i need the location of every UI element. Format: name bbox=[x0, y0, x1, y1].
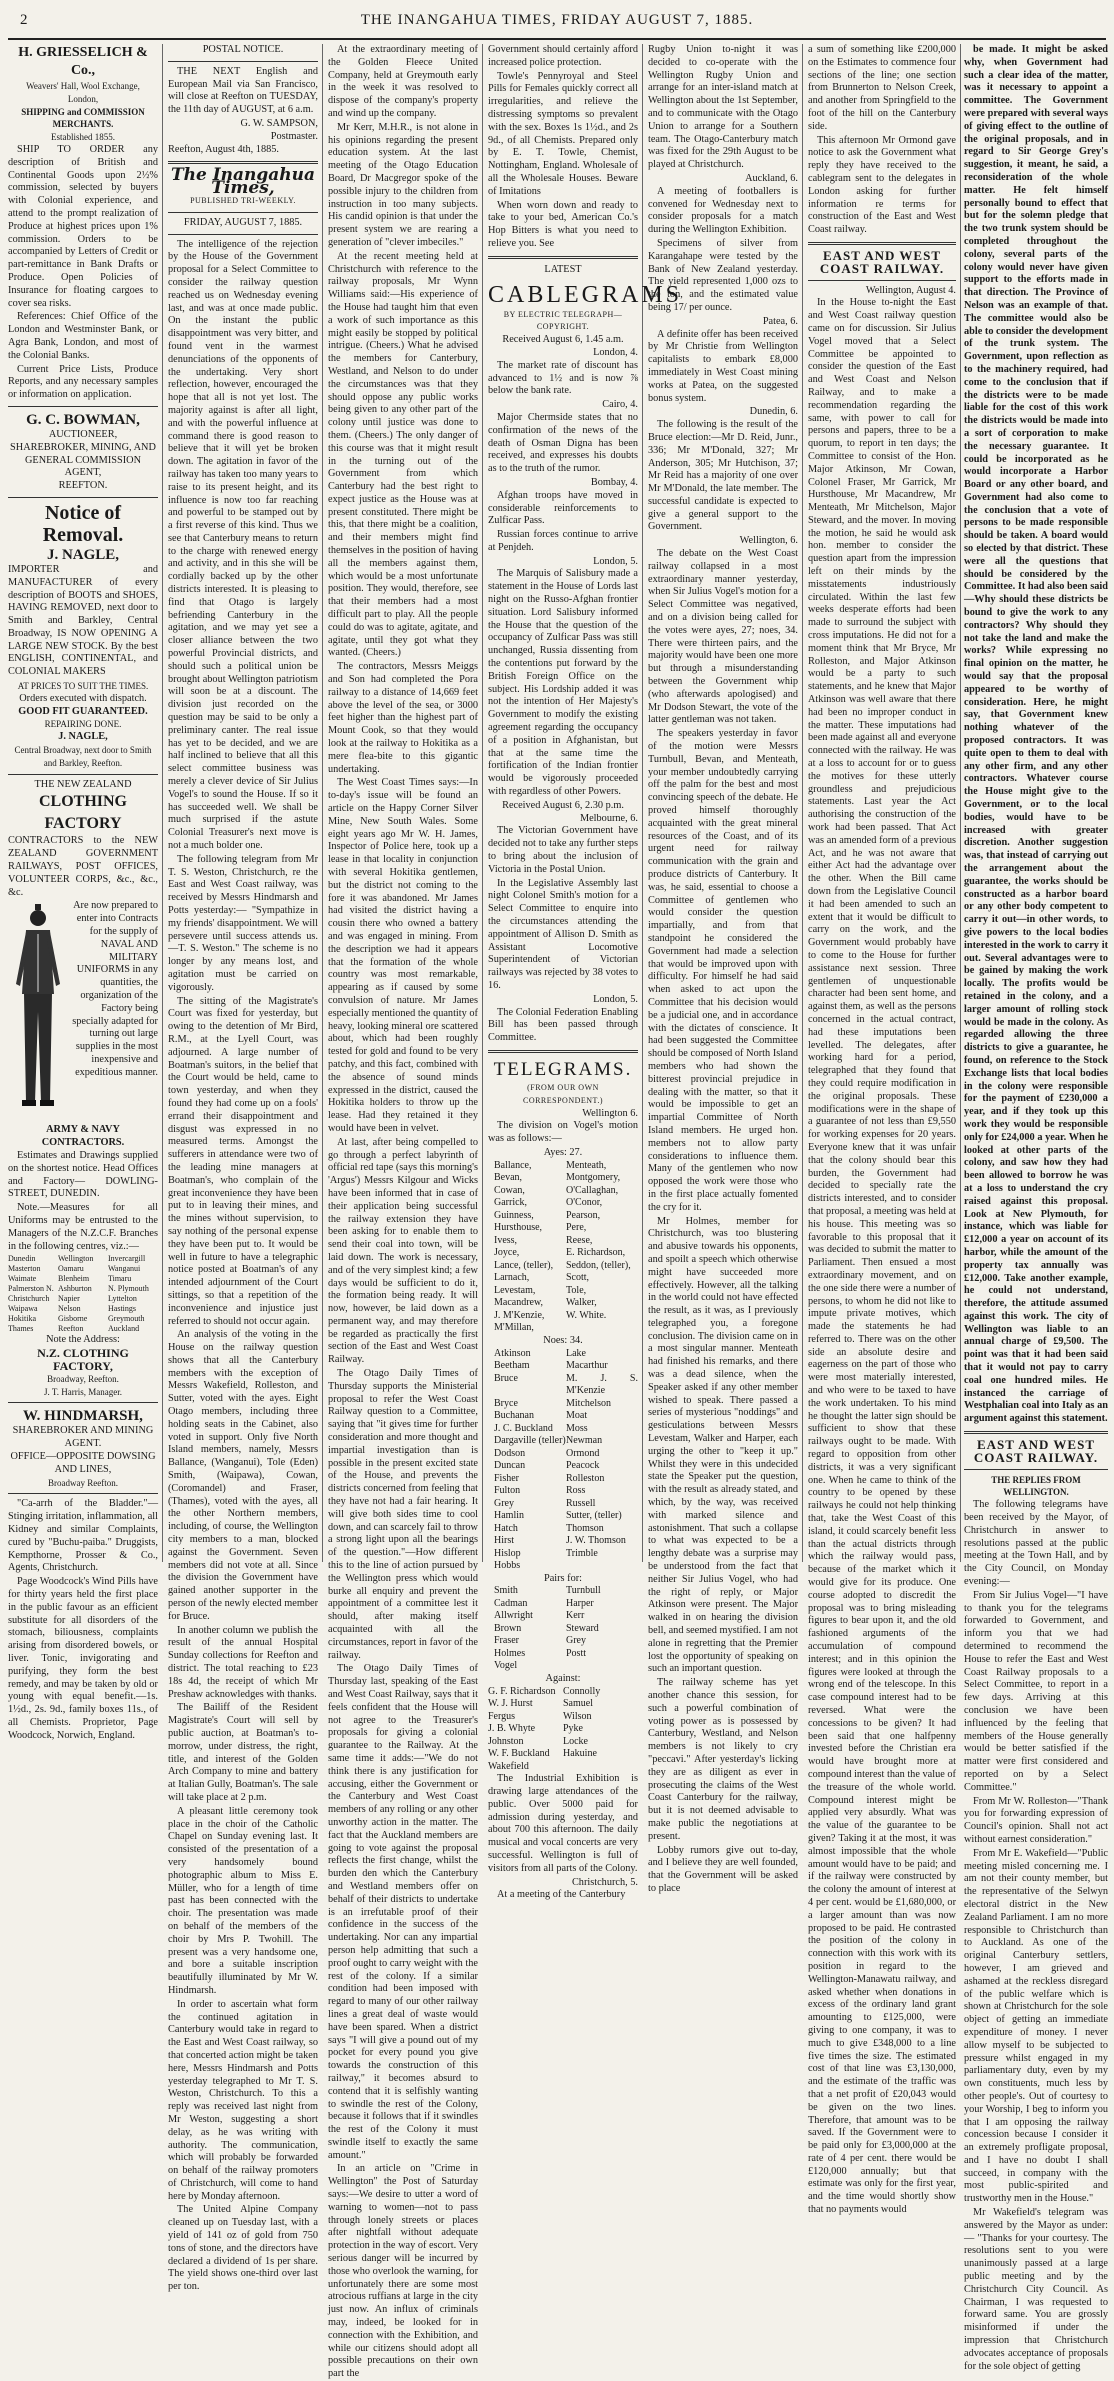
member-name: Connolly bbox=[563, 1685, 601, 1697]
noes-label: Noes: 34. bbox=[543, 1334, 583, 1346]
column-rule bbox=[482, 44, 483, 1562]
member-name: Ivess, bbox=[494, 1234, 518, 1246]
cablegrams-heading: CABLEGRAMS bbox=[488, 281, 683, 308]
column-6-railway bbox=[808, 44, 956, 2216]
own-correspondent: (FROM OUR OWN CORRESPONDENT.) bbox=[522, 1082, 604, 1105]
member-name: Seddon, (teller), bbox=[566, 1259, 631, 1271]
member-name: Garrick, bbox=[494, 1197, 528, 1209]
dateline: FRIDAY, AUGUST 7, 1885. bbox=[183, 216, 303, 228]
railway-heading: EAST AND WEST COAST RAILWAY. bbox=[819, 247, 945, 276]
column-2-leader bbox=[168, 44, 318, 2293]
cable-paragraph: The Colonial Federation Enabling Bill has been passed through Committee. bbox=[488, 1006, 638, 1044]
branch-name: Greymouth bbox=[108, 1314, 145, 1324]
member-name: J. C. Buckland bbox=[494, 1422, 553, 1434]
member-name: Rolleston bbox=[566, 1472, 605, 1484]
leader-paragraph: The Bailiff of the Resident Magistrate's Court will sell by public auction, at Boatman's to-morrow, under distress, the right, title, and interest of the Golden Arch Company to mine and battery at Italian Gully, Boatman's. The sale will take place at 2 p.m. bbox=[168, 1702, 318, 1803]
member-name: Wakefield bbox=[488, 1760, 529, 1772]
column-rule bbox=[322, 44, 323, 1562]
replies-paragraphs bbox=[964, 1499, 1108, 2373]
reply-paragraph: From Mr E. Wakefield—"Public meeting misled concerning me. I am not their county member, but the representative of the Selwyn electoral district in the New Zealand Parliament. I am no more responsible to Christchurch than to Auckland. As one of the original Canterbury settlers, however, I am grieved and ashamed at the reckless disregard of the public welfare which is shown at Christchurch for the sole object of getting an immediate expenditure of money. I never allow myself to be subjected to pressure whilst engaged in my parliamentary duty, even by my own constituents, much less by other people's. Out of courtesy to your Worship, I beg to inform you that I am opposing the railway concession because I consider it an extremely profligate proposal, and I have no doubt I shall succeed, in company with the most public-spirited and trustworthy men in the House." bbox=[964, 1847, 1108, 2205]
column-rule bbox=[642, 44, 643, 1562]
reply-paragraph: From Sir Julius Vogel—"I have to thank you for the telegrams forwarded to Government, and inform you that we had determined to recommend the House to refer the East and West Coast Railway proposals to a Select Committee, to report in a few days. Arriving at this conclusion we have been influenced by the feeling that members of the House generally would be better satisfied if the matter were first considered and reported on by a Select Committee." bbox=[964, 1589, 1108, 1793]
branch-name: N. Plymouth bbox=[108, 1284, 149, 1294]
removal-title: Notice of Removal. bbox=[42, 501, 124, 546]
railway-debate-paragraphs bbox=[808, 297, 956, 2217]
member-name: Ross bbox=[566, 1485, 586, 1497]
member-name: Hatch bbox=[494, 1522, 518, 1534]
member-name: Wilson bbox=[563, 1710, 592, 1722]
branch-name: Waipawa bbox=[8, 1304, 38, 1314]
griesselich-price-lists: Current Price Lists, Produce Reports, and any necessary samples or information on application. bbox=[8, 363, 158, 401]
member-name: Harper bbox=[566, 1597, 594, 1609]
member-name: Larnach, bbox=[494, 1272, 530, 1284]
nagle-signature: J. NAGLE, bbox=[58, 731, 108, 743]
member-name: Hirst bbox=[494, 1535, 514, 1547]
cable-paragraph: Afghan troops have moved in considerable reinforcements to Zulficar Pass. bbox=[488, 489, 638, 527]
telegram-paragraph: A meeting of footballers is convened for Wednesday next to consider proposals for a match during the Wellington Exhibition. bbox=[648, 185, 798, 236]
news-paragraph: The West Coast Times says:—In to-day's issue will be found an article on the Happy Corner Silver Mine, New South Wales. Some eight years ago Mr W. H. James, Inspector of Police here, took up a lease in that locality in conjunction with several Hokitika gentlemen, but the district not coming to the fore it was abandoned. Mr James had visited the district having a cousin there who owned a battery and was engaged in mining. From the description we had it appears that the formation of the whole country was most remarkable, appearing as if caused by some convulsion of nature. Mr James especially mentioned the quantity of heavy, looking mineral ore scattered about, which had been roughly tested for gold and found to be very patchy, and this fact, combined with the absence of sound minds expressed in the district, caused the Hokitika holders to throw up the lease. Had they retained it they would have been in velvet. bbox=[328, 777, 478, 1134]
ayes-list bbox=[488, 1160, 638, 1335]
bowman-line: GENERAL COMMISSION bbox=[24, 454, 142, 466]
telegram-paragraph: The following is the result of the Bruce election:—Mr D. Reid, Junr., 336; Mr M'Donald, 327; Mr Anderson, 305; Mr Hutchison, 37; Mr Reid has a majority of one over Mr M'Donald, the late member. The successful candidate is expected to give a general support to the Government. bbox=[648, 419, 798, 533]
member-name: Walker, bbox=[566, 1297, 597, 1309]
branch-name: Timaru bbox=[108, 1274, 132, 1284]
column-3-news bbox=[328, 44, 478, 2380]
division-intro: The division on Vogel's motion was as follows:— bbox=[488, 1120, 638, 1145]
dateline: Christchurch, 5. bbox=[571, 1876, 638, 1888]
telegrams-heading: TELEGRAMS. bbox=[493, 1058, 633, 1080]
hindmarsh-title: W. HINDMARSH, bbox=[23, 1408, 143, 1425]
member-name: Pere, bbox=[566, 1222, 587, 1234]
branch-name: Lyttelton bbox=[108, 1294, 137, 1304]
postal-role: Postmaster. bbox=[270, 130, 318, 142]
telegram-paragraph: The railway scheme has yet another chance this session, for such a powerful combination of voting power as is possessed by Canterbury, Westland, and Nelson members is not likely to cry "peccavi." After yesterday's licking they are as diligent as ever in prosecuting the claims of the West Coast Canterbury for the railway, but it is not deemed advisable to make public the negotiations at present. bbox=[648, 1677, 798, 1842]
pairs-for-label: Pairs for: bbox=[543, 1572, 583, 1584]
member-name: Joyce, bbox=[494, 1247, 520, 1259]
nagle-title: J. NAGLE, bbox=[46, 546, 120, 563]
member-name: Montgomery, bbox=[566, 1172, 621, 1184]
column-rule bbox=[960, 44, 961, 1562]
branch-name: Masterton bbox=[8, 1264, 41, 1274]
column-4-cablegrams bbox=[488, 44, 683, 1901]
member-name bbox=[566, 1322, 638, 1335]
leader-paragraph: The following telegram from Mr T. S. Weston, Christchurch, re the East and West Coast railway, was received by Messrs Hindmarsh and Potts yesterday:— "Sympathize in my friends' disappointment. We will persevere until success attends us.—T. S. Weston." The scheme is no longer by any means lost, and agitation must be carried on vigorously. bbox=[168, 853, 318, 993]
news-paragraph: The Otago Daily Times of Thursday last, speaking of the East and West Coast Railway, says that it feels confident that the House will not agree to the Treasurer's proposals for giving a colonial guarantee to the Railway. At the same time it adds:—"We do not think there is any justification for accusing, either the Government or the Canterbury and West Coast members of any rolling or any other unworthy action in the matter. The fact that the Auckland members are going to vote against the proposal reflects the first change, whilst the burden den which the Canterbury and Westland members offer on behalf of their districts to undertake is an irrefutable proof of their confidence in the success of the undertaking. Nor can any impartial person help admitting that such a proof ought to carry weight with the rest of the colony. If a similar condition had been imposed with regard to many of our other railway lines a great deal of waste would have been spared. When a district says "I will give a pound out of my pocket for every pound you give towards the construction of this railway," it becomes absurd to contend that it is selfishly wanting to swindle the rest of the Colony, because it follows that if it swindles the rest of the Colony it must swindle itself to exactly the same amount." bbox=[328, 1663, 478, 2161]
leader-paragraph: In another column we publish the result of the annual Hospital Sunday collections for Reefton and district. The total reaching to £23 18s 4d, the receipt of which Mr Preshaw acknowledges with thanks. bbox=[168, 1624, 318, 1700]
dateline: Auckland, 6. bbox=[745, 172, 798, 184]
masthead bbox=[0, 8, 1114, 36]
telegram-paragraph: The speakers yesterday in favor of the motion were Messrs Turnbull, Bevan, and Menteath, your member undoubtedly carrying off the palm for the best and most convincing speech of the debate. He proved himself thoroughly acquainted with the great mineral resources of the Coast, and of its urgent need for railway communication with the grain and produce districts of Canterbury. It was, he said, essential to choose a Committee of gentlemen who would consider the question impartially, and from that standpoint he considered the Government had made a selection that would be improved upon with difficulty. For himself he had said when asked to act upon the Committee that his decision would be a judicial one, and in accordance with the dictates of conscience. It had been suggested the Committee should be composed of North Island members who had shown the bitterest provincial prejudice in dealing with the matter, so that it would be impossible to get an impartial Committee of North Island members. He urged hon. members not to allow party considerations to influence them. Many of the gentlemen who now opposed the work were those who in the first place actually fomented the cry for it. bbox=[648, 728, 798, 1213]
dateline: Dunedin, 6. bbox=[749, 406, 798, 418]
member-name: W. F. Buckland bbox=[488, 1748, 550, 1760]
debate-paragraph: be made. It might be asked why, when Government had such a clear idea of the matter, was it necessary to appoint a committee. The Government were prepared with several ways of giving effect to the outline of the original proposals, and in regard to Sir George Grey's suggestion, it meant, he said, a reconsideration of the whole matter. He felt himself personally bound to effect that but for the solemn pledge that the two trunk system should be completed throughout the colony, several parts of the colony would never have given support to the efforts made in that direction. The Province of Nelson was an example of that. The committee would also be able to consider the development of the trunk system. The Government, upon reflection as to the machinery required, had come to the conclusion that if the districts were to be made liable for the cost of this work the districts would be made into a sort of corporation to make the necessary guarantee. It could be incorporated as he would incorporate a Harbor Board or any other board, and Government had also come to the conclusion that a vote of persons to be made responsible should be taken. A board would so elected by that district. These were all the questions that should be considered by the Committee. It had also been said—Why should these districts be bound to give the work to any contractors? Why should they not take the land and make the works? While expressing no final opinion on the matter, he would say that the proposal appeared to be worthy of consideration. Here, he might say, that Government knew nothing whatever of the proposed contractors. It was quite open to them to deal with any other firm, and any other contractors. Whatever course the House might give to the Government, or to the local bodies, would have to be increased with greater discretion. Another suggestion was, that instead of carrying out the arrangement about the guarantee, the works should be constructed as a harbor board or any other body competent to carry it out—in other words, to give powers to the local bodies interested in the work to carry it out. Several advantages were to be gained by making the work locally. The profits would be retained in the colony, and a larger amount of rolling stock would be made in the colony. As regarded allowing the three districts to give a guarantee, he found, on reference to the Stock Exchange lists that local bodies in the colony were responsible for the payment of £230,000 a year, and if they took up this work they would be responsible only for £24,000 a year. When he looked at other parts of the colony, and saw how they had been allowed to borrow he was at a loss to understand the cry raised against this proposal. Look at New Plymouth, for instance, which was liable for £12,000 a year on account of its harbor, while the amount of the property tax annually was £12,000. Take another example, he could not understand, therefore, the attitude assumed against this work. The city of Wellington was liable to an annual charge of £9,500. The point was that it had been said that it would not pay to carry coal one hundred miles. He instanced the carriage of Westphalian coal into Italy as an argument against this statement. bbox=[964, 44, 1108, 1425]
member-name bbox=[563, 1761, 638, 1774]
paper-name: The Inangahua Times, bbox=[170, 165, 316, 199]
member-name: Hakuine bbox=[563, 1748, 597, 1760]
factory-address: Broadway, Reefton. bbox=[47, 1373, 119, 1384]
leader-paragraph: The intelligence of the rejection by the House of the Government proposal for a Select Committee to consider the railway question reached us on Wednesday evening last, and was at once made public. On the instant the public disappointment was very bitter, and found vent in the warmest denunciations of the opponents of the undertaking. Very short reflection, however, encouraged the hope that all is not yet lost. The majority against is after all light, and with the powerful influence at command there is good reason to believe that it will yet be broken down. The agitation in favor of the railway has taken too many years to raise to its present height, and its influence is now too far reaching and powerful to be stamped out by a first reverse of this kind. Thus we see that Canterbury means to return to the charge with renewed energy and activity, and in this she will be cordially backed up by the other districts interested. It is pleasing to find that Otago is largely befriending Canterbury in the agitation, and we may yet see a closer alliance between the two powerful Provincial districts, and should such a political union be brought about Wellington patriotism will soon be at a discount. The division just recorded on the question may be said to be only a preliminary canter. The real issue has yet to be decided, and we are half inclined to believe that all this select committee business was merely a clever device of Sir Julius Vogel's to sound the House. If so it has succeeded well. We shall be much surprised if the astute Colonial Treasurer's next move is not a much bolder one. bbox=[168, 238, 318, 852]
army-navy-title: ARMY & NAVY CONTRACTORS. bbox=[41, 1124, 125, 1149]
member-name: Bevan, bbox=[494, 1172, 523, 1184]
member-name: Moss bbox=[566, 1422, 588, 1434]
factory-manager: J. T. Harris, Manager. bbox=[44, 1386, 122, 1397]
telegram-paragraph: Mr Holmes, member for Christchurch, was too blustering and abusive towards his opponents, and spoilt a speech which otherwise might have succeeded more effectively. However, all the talking in the world could not have effected the result, as it was, as I previously telegraphed you, a foregone conclusion. The division came on in a most singular manner. Menteath had finished his remarks, and there was a dead silence, when the Speaker asked if any other member wished to speak. There passed a series of mysterious "noddings" and gesticulations between Messrs Levestam, Walker and Harper, each urging the other to "keep it up." Whilst they were in this undecided state the Speaker put the question, with the result as already stated, and which, by the way, was received with marked silence and astonishment. That such a collapse to what was expected to be a lengthy debate was a surprise may be understood from the fact that neither Sir Julius Vogel, who had the right of reply, or Major Atkinson were present. The Major walked in on hearing the division bell, and seemed mystified. I am not alone in regretting that the Premier lost the opportunity of speaking on such an important question. bbox=[648, 1215, 798, 1675]
branch-name: Reefton bbox=[58, 1324, 84, 1334]
branch-name: Blenheim bbox=[58, 1274, 90, 1284]
pairs-against-list bbox=[488, 1686, 638, 1774]
member-name: Beetham bbox=[494, 1360, 530, 1372]
telegram-paragraph: A definite offer has been received by Mr Christie from Wellington capitalists to embark £8,000 immediately in West Coast mining works at Patea, on the suggested bonus system. bbox=[648, 328, 798, 404]
member-name: Turnbull bbox=[566, 1585, 601, 1597]
cable-paragraph: Major Chermside states that no confirmation of the news of the death of Osman Digna has been received, and expresses his doubts as to the truth of the rumor. bbox=[488, 411, 638, 475]
dateline: Wellington, August 4. bbox=[865, 284, 956, 296]
railway-heading-2: EAST AND WEST COAST RAILWAY. bbox=[973, 1437, 1099, 1465]
member-name: Locke bbox=[563, 1735, 588, 1747]
leader-paragraph: An analysis of the voting in the House on the railway question shows that all the Canterbury members with the exception of Messrs Wakefield, Rolleston, and Sutter, voted with the ayes. Eight Otago members, including three holding seats in the Cabinet, also voted in support. Only five North Island members, namely, Messrs Ballance, (Wanganui), Tole (Eden) Smith, (Waipawa), Cowan, (Coromandel) and Fraser, (Thames), voted with the ayes, all the other Northern members, including, of course, the Wellington city members to a man, blocked against the Government. Seven members did not vote at all. Since the division the Government have gained another supporter in the person of the newly elected member for Bruce. bbox=[168, 1329, 318, 1622]
griesselich-line: SHIPPING and COMMISSION MERCHANTS. bbox=[21, 106, 145, 130]
branch-name: Hastings bbox=[108, 1304, 136, 1314]
nagle-address: Central Broadway, next door to Smith and Barkley, Reefton. bbox=[14, 745, 152, 768]
member-name: Pearson, bbox=[566, 1209, 601, 1221]
wellington-paragraphs bbox=[648, 548, 798, 1896]
hindmarsh-line: SHAREBROKER AND MINING AGENT. bbox=[12, 1425, 154, 1450]
dateline: London, 5. bbox=[593, 993, 638, 1005]
member-name: Samuel bbox=[563, 1698, 593, 1710]
reply-paragraph: Mr Wakefield's telegram was answered by the Mayor as under:— "Thanks for your courtesy. The resolutions sent to you were unanimously passed at a large public meeting and by the Christchurch City Council. As Chairman, I was requested to forward same. You are grossly misinformed if under the impression that Christchurch advocates acceptance of proposals for the sole object of getting bbox=[964, 2207, 1108, 2372]
member-name: G. F. Richardson bbox=[488, 1685, 556, 1697]
bowman-line: AGENT, bbox=[64, 467, 102, 479]
news-paragraph: In an article on "Crime in Wellington" the Post of Saturday says:—We desire to utter a word of warning to women—not to pass through lonely streets or places after nightfall without adequate protection in the way of escort. Very serious danger will be incurred by those who overlook the warning, for unfortunately there are some most atrocious ruffians at large in the city just now. An influx of criminals may, indeed, be looked for in connection with the Exhibition, and while our citizens should adopt all possible precautions on their own part the bbox=[328, 2163, 478, 2380]
latest-label: LATEST bbox=[544, 263, 582, 275]
member-name: Cadman bbox=[494, 1597, 528, 1609]
member-name: Ballance, bbox=[494, 1159, 532, 1171]
branch-name: Nelson bbox=[58, 1304, 81, 1314]
member-name: Russell bbox=[566, 1497, 596, 1509]
branch-name: Wanganui bbox=[108, 1264, 141, 1274]
branch-name: Oamaru bbox=[58, 1264, 84, 1274]
railway-continued-paragraphs bbox=[964, 44, 1108, 1426]
member-name bbox=[566, 1660, 638, 1673]
reply-paragraph: The following telegrams have been received by the Mayor, of Christchurch in answer to resolutions passed at the public meeting at the Town Hall, and by the City Council, on Monday evening:— bbox=[964, 1499, 1108, 1588]
leader-paragraph: The United Alpine Company cleaned up on Tuesday last, with a yield of 141 oz of gold from 750 tons of stone, and the directors have declared a dividend of 1s per share. The yield shows one-third over last per ton. bbox=[168, 2204, 318, 2293]
estimates-paragraph: a sum of something like £200,000 on the Estimates to commence four sections of the line; one section from Brunnerton to Nelson Creek, and another from Springfield to the foot of the hill on the Canterbury side. bbox=[808, 44, 956, 132]
nagle-body: IMPORTER and MANUFACTURER of every description of BOOTS and SHOES, HAVING REMOVED, next door to Smith and Barkley, Central Broadway, IS NOW OPENING A LARGE NEW STOCK. By the best ENGLISH, CONTINENTAL, and COLONIAL MAKERS bbox=[8, 563, 158, 678]
member-name: Brown bbox=[494, 1622, 522, 1634]
nagle-fit: GOOD FIT GUARANTEED. bbox=[18, 705, 148, 717]
dateline: Cairo, 4. bbox=[602, 399, 638, 411]
news-paragraph: At the recent meeting held at Christchurch with reference to the railway proposals, Mr Wynn Williams said:—His experience of the House had taught him that even a work of such importance as this might easily be stopped by political intrigue. (Cheers.) What he advised the members for Canterbury, Westland, and Nelson to do under the circumstances was that they should oppose any public works being given to any other part of the colony until justice was done to them. (Cheers.) The only danger of this course was that it might result in the turning out of the Government from which Canterbury had the best right to expect justice as the House was at present constituted. There might be this, that there might be a coalition, and their members might find themselves in the position of having all the members against them, which would be a most unfortunate position. They would, therefore, see that their members had a most difficult part to play. All the people could do was to agitate, agitate, and agitate, until they got what they wanted. (Cheers.) bbox=[328, 250, 478, 659]
member-name: Mitchelson bbox=[566, 1397, 611, 1409]
member-name: Bruce bbox=[494, 1372, 518, 1384]
member-name: Steward bbox=[566, 1622, 599, 1634]
cable-paragraph: The Victorian Government have decided not to take any further steps to bring about the inclusion of Victoria in the Postal Union. bbox=[488, 825, 638, 875]
griesselich-line: London, bbox=[67, 93, 99, 104]
member-name: Smith bbox=[494, 1585, 518, 1597]
hop-bitters-ad: When worn down and ready to take to your bed, American Co.'s Hop Bitters is what you need to relieve you. See bbox=[488, 199, 638, 249]
address-note: Note the Address: bbox=[46, 1334, 120, 1346]
member-name: O'Conor, bbox=[566, 1197, 603, 1209]
cable-paragraph: The Marquis of Salisbury made a statement in the House of Lords last night on the Russo-Afghan frontier situation. Lord Salisbury informed the House that the question of the occupancy of Zulficar Pass was still unchanged, Russia dissenting from the contentions put forward by the British Foreign Office on the subject. His Lordship added it was not the intention of Her Majesty's Government to modify the existing agreement regarding the occupancy of a position in Afghanistan, but that at the same time the fortification of the Indian frontier would be vigorously proceeded with regardless of other Powers. bbox=[488, 568, 638, 798]
factory-name: N.Z. CLOTHING FACTORY, bbox=[37, 1346, 129, 1373]
army-navy-note: Note.—Measures for all Uniforms may be entrusted to the Managers of the N.Z.C.F. Branches in the following centres, viz.:— bbox=[8, 1202, 158, 1252]
news-paragraph: At the extraordinary meeting of the Golden Fleece United Company, held at Greymouth early in the week it was resolved to dispose of the company's property and wind up the company. bbox=[328, 44, 478, 119]
member-name: Fraser bbox=[494, 1635, 519, 1647]
member-name: W. J. Hurst bbox=[488, 1698, 533, 1710]
member-name: Vogel bbox=[494, 1660, 518, 1672]
member-name: Dodson bbox=[494, 1447, 526, 1459]
clothing-body: Are now prepared to enter into Contracts for the supply of NAVAL AND MILITARY UNIFORMS in any quantities, the organization of the Factory being specially adapted for turning out large supplies in the most inexpensive and expeditious manner. bbox=[72, 900, 158, 1078]
bowman-line: AUCTIONEER, bbox=[48, 428, 118, 440]
telegram-paragraph: Lobby rumors give out to-day, and I believe they are well founded, that the Government will be asked to place bbox=[648, 1844, 798, 1894]
member-name: Scott, bbox=[566, 1272, 590, 1284]
member-name: Levestam, bbox=[494, 1284, 536, 1296]
postal-signature: G. W. SAMPSON, bbox=[240, 117, 318, 129]
member-name: Fulton bbox=[494, 1485, 521, 1497]
member-name: Sutter, (teller) bbox=[566, 1510, 622, 1522]
published-line: PUBLISHED TRI-WEEKLY. bbox=[190, 195, 296, 205]
leader-paragraph: A pleasant little ceremony took place in the choir of the Catholic Chapel on Sunday evening last. It consisted of the presentation of a very handsomely bound photographic album to Miss E. Müller, who for a length of time past has been connected with the choir. The presentation was made on behalf of the members of the choir by Mrs P. Twohill. The present was a very handsome one, and bore a suitable inscription beautifully illuminated by Mr W. Hindmarsh. bbox=[168, 1805, 318, 1996]
leader-paragraphs bbox=[168, 239, 318, 2295]
member-name: Tole, bbox=[566, 1284, 587, 1296]
member-name: Thomson bbox=[566, 1522, 604, 1534]
member-name: Bryce bbox=[494, 1397, 518, 1409]
member-name: Macandrew, bbox=[494, 1297, 544, 1309]
member-name: Grey bbox=[566, 1635, 586, 1647]
griesselich-body: SHIP TO ORDER any description of British and Continental Goods upon 2½% commission, selected by buyers with Colonial experience, and attend to the prompt realization of Produce at highest prices upon 1% commission. Orders to be accompanied by Letters of Credit or part-remittance in Bank Drafts or Produce. Open Policies of Insurance for floating cargoes to cover sea risks. bbox=[8, 143, 158, 309]
nagle-orders: Orders executed with dispatch. bbox=[19, 692, 147, 704]
branch-list bbox=[8, 1254, 158, 1334]
canterbury-paragraph: At a meeting of the Canterbury bbox=[497, 1889, 626, 1901]
member-name: Fergus bbox=[488, 1710, 516, 1722]
news-paragraphs bbox=[328, 44, 478, 2381]
member-name: J. M'Kenzie, bbox=[494, 1309, 545, 1321]
member-name: Hursthouse, bbox=[494, 1222, 543, 1234]
member-name: Fisher bbox=[494, 1472, 519, 1484]
army-navy-body: Estimates and Drawings supplied on the shortest notice. Head Offices and Factory— DOWLING-STREET, DUNEDIN. bbox=[8, 1150, 158, 1200]
member-name: J. B. Whyte bbox=[488, 1723, 536, 1735]
member-name: Postt bbox=[566, 1647, 587, 1659]
member-name: Macarthur bbox=[566, 1360, 608, 1372]
member-name: Peacock bbox=[566, 1460, 600, 1472]
branch-name: Waimate bbox=[8, 1274, 37, 1284]
received-line: Received August 6, 1.45 a.m. bbox=[502, 334, 624, 346]
member-name: Johnston bbox=[488, 1735, 524, 1747]
cable-paragraph: Russian forces continue to arrive at Penjdeh. bbox=[488, 529, 638, 553]
hindmarsh-line: Broadway Reefton. bbox=[48, 1477, 118, 1488]
branch-name: Palmerston N. bbox=[8, 1284, 54, 1294]
hindmarsh-line: OFFICE—OPPOSITE DOWSING AND LINES, bbox=[10, 1450, 156, 1475]
telegram-paragraph: The debate on the West Coast railway collapsed in a most extraordinary manner yesterday, when Sir Julius Vogel's motion for a Select Committee was negatived, and on a division being called for the votes were ayes, 27; noes, 34. There were thirteen pairs, and the majority would have been one more but through a misunderstanding between the Government whip (who afterwards apologised) and Mr Dodson Stewart, the vote of the latter gentleman was not taken. bbox=[648, 548, 798, 726]
dateline: London, 4. bbox=[593, 346, 638, 358]
soldier-illustration bbox=[8, 902, 68, 1122]
member-name: Newman bbox=[566, 1435, 603, 1447]
news-paragraph: Government should certainly afford increased police protection. bbox=[488, 44, 638, 68]
member-name: Holmes bbox=[494, 1647, 526, 1659]
dateline: Wellington, 6. bbox=[739, 535, 798, 547]
branch-name: Auckland bbox=[108, 1324, 140, 1334]
telegraph-byline: BY ELECTRIC TELEGRAPH—COPYRIGHT. bbox=[503, 309, 623, 332]
member-name: Duncan bbox=[494, 1460, 526, 1472]
griesselich-title: H. GRIESSELICH & Co., bbox=[18, 45, 148, 78]
masthead-title: THE INANGAHUA TIMES, FRIDAY AUGUST 7, 1885. bbox=[360, 12, 754, 28]
member-name: Atkinson bbox=[494, 1347, 531, 1359]
leader-paragraph: The sitting of the Magistrate's Court was fixed for yesterday, but owing to the detention of Mr Bird, R.M., at the Lyell Court, was adjourned. A large number of Boatman's suitors, in the belief that the Court would be held, came to town yesterday, and when they found they had come up on a fools' errand their disappointment and disgust was expressed in no measured terms. Amongst the sufferers in attendance were two of the leading mine managers at Boatman's, who complain of the great inconvenience they have been put to in leaving their mines, and the mines without supervision, to say nothing of the personal expense they have been put to. It would be well in future to have a telegraphic notice posted at Boatman's of any intended adjournment of the Court sittings, so that a repetition of the inconvenience and injustice just referred to should not occur again. bbox=[168, 995, 318, 1327]
page-number: 2 bbox=[20, 12, 28, 28]
noes-list bbox=[488, 1348, 638, 1573]
member-name: Hamlin bbox=[494, 1510, 524, 1522]
griesselich-references: References: Chief Office of the London and Westminster Bank, or Agra Bank, London, and most of the Colonial Banks. bbox=[8, 311, 158, 361]
member-name: Pyke bbox=[563, 1723, 583, 1735]
telegram-paragraph: Specimens of silver from Karangahape were tested by the Bank of New Zealand yesterday. The yield represented 1,000 ozs to the ton, and the estimated value being 17/ per ounce. bbox=[648, 237, 798, 313]
member-name: O'Callaghan, bbox=[566, 1184, 619, 1196]
nagle-prices: AT PRICES TO SUIT THE TIMES. bbox=[17, 681, 149, 692]
branch-name: Thames bbox=[8, 1324, 34, 1334]
dateline: Bombay, 4. bbox=[590, 476, 638, 488]
member-name: Dargaville (teller) bbox=[494, 1435, 566, 1447]
clothing-factory-title: CLOTHING FACTORY bbox=[38, 793, 127, 833]
postal-date: Reefton, August 4th, 1885. bbox=[168, 143, 279, 155]
cable-paragraph: In the Legislative Assembly last night Colonel Smith's motion for a Select Committee to enquire into the circumstances attending the appointment of Allison D. Smith as Assistant Locomotive Superintendent of Victorian railways was rejected by 38 votes to 16. bbox=[488, 877, 638, 991]
member-name: Grey bbox=[494, 1497, 514, 1509]
masthead-rule bbox=[8, 38, 1106, 40]
postal-notice-title: POSTAL NOTICE. bbox=[202, 44, 284, 55]
member-name: Allwright bbox=[494, 1610, 533, 1622]
pennyroyal-ad: Towle's Pennyroyal and Steel Pills for Females quickly correct all irregularities, and relieve the distressing symptoms so prevalent with the sex. Boxes 1s 1½d., and 2s 9d., of all Chemists. Prepared only by E. T. Towle, Chemist, Nottingham, England. Wholesale of all the Wholesale Houses. Beware of Imitations bbox=[488, 70, 638, 197]
column-1-advertisements bbox=[8, 44, 158, 1741]
dateline: Melbourne, 6. bbox=[579, 812, 638, 824]
member-name bbox=[566, 1560, 638, 1573]
branch-name: Gisborne bbox=[58, 1314, 88, 1324]
branch-name: Wellington bbox=[58, 1254, 94, 1264]
member-name: Hobbs bbox=[494, 1560, 521, 1572]
bowman-line: SHAREBROKER, MINING, AND bbox=[10, 441, 156, 453]
reply-paragraph: From Mr W. Rolleston—"Thank you for forwarding expression of Council's opinion. Shall not act without earnest consideration." bbox=[964, 1795, 1108, 1845]
member-name: E. Richardson, bbox=[566, 1247, 626, 1259]
branch-name: Ashburton bbox=[58, 1284, 92, 1294]
news-paragraph: The Otago Daily Times of Thursday supports the Ministerial proposal to refer the West Coast Railway question to a Committee, saying that "it gives time for further consideration and more thought and impartial investigation than is possible in the present excited state of the House, and prevents the districts concerned from feeling that they have not had a fair hearing. It will give both sides time to cool down, and can scarcely fail to throw a strong light upon all the bearings of the question."—How different this to the line of action pursued by the Wellington press which would burke all enquiry and prevent the appointment of a committee lest it should, after making itself acquainted with all the circumstances, report in favor of the railway. bbox=[328, 1368, 478, 1661]
member-name: Guinness, bbox=[494, 1209, 534, 1221]
cable-paragraph: The market rate of discount has advanced to 1½ and is now ⅞ below the bank rate. bbox=[488, 359, 638, 397]
member-name: Kerr bbox=[566, 1610, 585, 1622]
nz-header: THE NEW ZEALAND bbox=[34, 778, 132, 790]
dateline: Wellington 6. bbox=[582, 1107, 638, 1119]
member-name: Lance, (teller), bbox=[494, 1259, 554, 1271]
member-name: Cowan, bbox=[494, 1184, 525, 1196]
member-name: Reese, bbox=[566, 1234, 593, 1246]
news-paragraph: Mr Kerr, M.H.R., is not alone in his opinions regarding the present education system. At the last meeting of the Otago Education Board, Dr Macgregor spoke of the possible injury to the children from instruction in too many subjects. His candid opinion is that under the present system we are rearing a generation of "clever imbeciles." bbox=[328, 121, 478, 248]
member-name: Trimble bbox=[566, 1547, 598, 1559]
pairs-against-label: Against: bbox=[545, 1672, 581, 1684]
member-name: M. J. S. M'Kenzie bbox=[566, 1372, 638, 1397]
column-rule bbox=[802, 44, 803, 1562]
bowman-line: REEFTON. bbox=[58, 480, 108, 492]
nagle-repair: REPAIRING DONE. bbox=[44, 719, 122, 730]
bladder-ad: "Ca-arrh of the Bladder."— Stinging irritation, inflammation, all Kidney and similar Complaints, cured by "Buchu-paiba." Druggists, Kempthorne, Prosser & Co., Agents, Christchurch. bbox=[8, 1498, 158, 1574]
branch-name: Napier bbox=[58, 1294, 80, 1304]
branch-name: Invercargill bbox=[108, 1254, 146, 1264]
griesselich-line: Established 1855. bbox=[51, 132, 115, 143]
member-name: Ormond bbox=[566, 1447, 600, 1459]
leader-paragraph: In order to ascertain what form the continued agitation in Canterbury would take in regard to the East and West Coast railway, so that concerted action might be taken here, Messrs Hindmarsh and Potts yesterday telegraphed to Mr T. S. Weston, Christchurch. To this a reply was received last night from Mr Weston, suggesting a short delay, as he was writing with authority. The communication, which will probably be forwarded on behalf of the railway promoters of Christchurch, will come to hand here by Monday afternoon. bbox=[168, 1998, 318, 2202]
wind-pills-ad: Page Woodcock's Wind Pills have for thirty years held the first place in the public favour as an efficient substitute for all disorders of the stomach, biliousness, complaints arising from disordered bowels, or liver. Tonic, invigorating and purifying, they form the best remedy, and may be taken by old or young with equal benefit.—1s. 1½d., 2s. 9d., family boxes 11s., of all Chemists. Proprietor, Page Woodcock, Norwich, England. bbox=[8, 1576, 158, 1741]
member-name: J. W. Thomson bbox=[566, 1535, 626, 1547]
member-name: Lake bbox=[566, 1347, 586, 1359]
exhibition-paragraph: The Industrial Exhibition is drawing large attendances of the public. Over 5000 paid for admission during yesterday, and about 700 this afternoon. The daily musical and vocal concerts are very successful. Wellington is full of visitors from all parts of the Colony. bbox=[488, 1773, 638, 1874]
member-name: Moat bbox=[566, 1410, 588, 1422]
rugby-paragraph: Rugby Union to-night it was decided to co-operate with the Wellington Rugby Union and arrange for an inter-island match at Wellington about the 1st September, and to communicate with the Otago Union to arrange for a Southern team. The Otago-Canterbury match was fixed for the 29th August to be played at Christchurch. bbox=[648, 44, 798, 171]
news-paragraph: At last, after being compelled to go through a perfect labyrinth of official red tape (says this morning's 'Argus') Messrs Kilgour and Wicks have been informed that in case of their application being successful the railway extension they have been asking for to enable them to send their coal into town, will be laid down. The work is necessary, and of the very simplest kind; a few days would be sufficient to do it, the formation being ready. It will now, however, be laid down as a permanent way, and may therefore be regarded as practically the first section of the East and West Coast Railway. bbox=[328, 1136, 478, 1366]
member-name: Menteath, bbox=[566, 1159, 607, 1171]
branch-name: Hokitika bbox=[8, 1314, 36, 1324]
postal-notice-body: THE NEXT English and European Mail via San Francisco, will close at Reefton on TUESDAY, the 11th day of AUGUST, at 6 a.m. bbox=[168, 65, 318, 116]
clothing-intro: CONTRACTORS to the NEW ZEALAND GOVERNMENT RAILWAYS, POST OFFICES, VOLUNTEER CORPS, &c., &c., &c. bbox=[8, 835, 158, 898]
bowman-title: G. C. BOWMAN, bbox=[26, 411, 140, 428]
member-name: M'Millan, bbox=[494, 1322, 534, 1334]
debate-paragraph: In the House to-night the East and West Coast railway question came on for discussion. Sir Julius Vogel moved that a Select Committee be appointed to consider the question of the East and West Coast and Nelson Railway, and to make a recommendation regarding the same, with power to call for persons and papers, three to be a quorum, to report in ten days; the Committee to consist of the Hon. Major Atkinson, Mr Cowan, Colonel Fraser, Mr Garrick, Mr Hursthouse, Mr Macandrew, Mr Menteath, Mr Mitchelson, Major Steward, and the mover. In moving the motion, he said he would ask hon. member to consider the question apart from the impression left on their minds by the misstatements industriously circulated. Within the last few weeks desperate efforts had been made to surround the subject with cross imputations. He did not for a moment think that Mr Bryce, Mr Rolleston, and Major Atkinson would be a party to such statements, and he knew that Major Atkinson was well aware that there had been no improper conduct in the matter. These imputations had been made against all and everyone connected with the railway. He was at a loss to account for or to guess the motives for these utterly groundless and prejudicious statements. Last year the Act authorising the construction of the work had been passed. That Act was an amended form of a previous Act, and he was not aware that either Act had the advantage over the other. When the Bill came down from the Legislative Council it had been amended to such an extent that it would be difficult to carry on the work, and the Government would probably have to come to the House for further assistance next session. Three gentlemen of unquestionable character had been sent home, and against them, as well as the persons concerned in the actual contract, had these imputations been levelled. The delegates, after working hard for a period, telegraphed that they found that they could require modification in the original proposals. These modifications were in the shape of a guarantee of not less than £9,550 for working expenses for 20 years. Everyone knew that it was unfair that the colony should bear this burden, the Government had decided to specially rate the districts interested, and to consider that proposal, a meeting was held at his house. This meeting was so favorable to this proposal that it was decided to submit the matter to Parliament. Then ensued a most extraordinary movement, and on the one side there were a number of persons, to whom he did not like to impute private motives, which made the statements he had referred to. There was on the other side an absolute desire and eagerness on the part of those who were most materially interested, and who were to be taxed to have the work undertaken. To his mind he thought the latter sign should be sufficient to show that these railways ought to be made. With regard to opposition from other districts, it was a very significant one. When he came to think of the country to be opened by these railways he could not help thinking that, take the West Coast of this island, it could scarcely benefit less than the actual districts through which the railway would pass, because of the market which it would give for its produce. One course adopted to discredit the proposal was to bring misleading figures to bear upon it, and the old fashioned arguments of the accumulation of compound interest; and in this opinion the figures were looked at through the wrong end of the telescope. In this case compound interest had to be reversed. What were the concessions to be given? It had been said that one halfpenny invested before the Christian era would have brought more at compound interest than the value of the treasure of the whole world. Compound interest might be applied very absurdly. What was the value of the guarantee to be given? Taking it at the most, it was almost impossible that the whole amount would have to be paid; and if the railway were constructed by the colony the amount of interest at 4 per cent. would be £1,680,000, or a larger amount than was now proposed to be paid. He contrasted the position of the colony in connection with this work with its position in regard to the Wellington-Manawatu railway, and asked whether when donations in excess of the ordinary land grant amounting to £125,000, were giving to one company, it was to much to give £348,000 to a line five times the size. The estimated cost of that line was £3,130,000, and the estimate of the traffic was that a net profit of £20,043 would be given on the two lines. Therefore, that amount was to be saved. If the Government were to be paid only for £3,000,000 at the rate of 4 per cent. there would be £120,000 annually; but that estimate was only for the first year, and the time would shortly show that no payments would bbox=[808, 297, 956, 2216]
received-line: Received August 6, 2.30 p.m. bbox=[502, 799, 624, 811]
column-5-telegrams bbox=[648, 44, 798, 1894]
column-7-railway bbox=[964, 44, 1108, 2372]
member-name: Buchanan bbox=[494, 1410, 534, 1422]
dateline: London, 5. bbox=[593, 555, 638, 567]
ormond-paragraph: This afternoon Mr Ormond gave notice to ask the Government what reply they have received to the cablegram sent to the delegates in London asking for further information re terms for construction of the East and West Coast railway. bbox=[808, 134, 956, 236]
ayes-label: Ayes: 27. bbox=[543, 1146, 583, 1158]
dateline: Patea, 6. bbox=[762, 315, 798, 327]
replies-heading: THE REPLIES FROM WELLINGTON. bbox=[991, 1474, 1081, 1498]
member-name: Hislop bbox=[494, 1547, 521, 1559]
griesselich-line: Weavers' Hall, Wool Exchange, bbox=[26, 81, 140, 91]
news-paragraph: The contractors, Messrs Meiggs and Son had completed the Pora railway to a distance of 14,669 feet above the level of the sea, or 3000 feet higher than the highest part of Mount Cook, so that they would look at the railway to Hokitika as a mere flea-bite to this gigantic undertaking. bbox=[328, 661, 478, 775]
member-name: W. White. bbox=[566, 1309, 607, 1321]
column-rule bbox=[162, 44, 163, 1562]
branch-name: Dunedin bbox=[8, 1254, 36, 1264]
pairs-for-list bbox=[488, 1585, 638, 1673]
branch-name: Christchurch bbox=[8, 1294, 50, 1304]
